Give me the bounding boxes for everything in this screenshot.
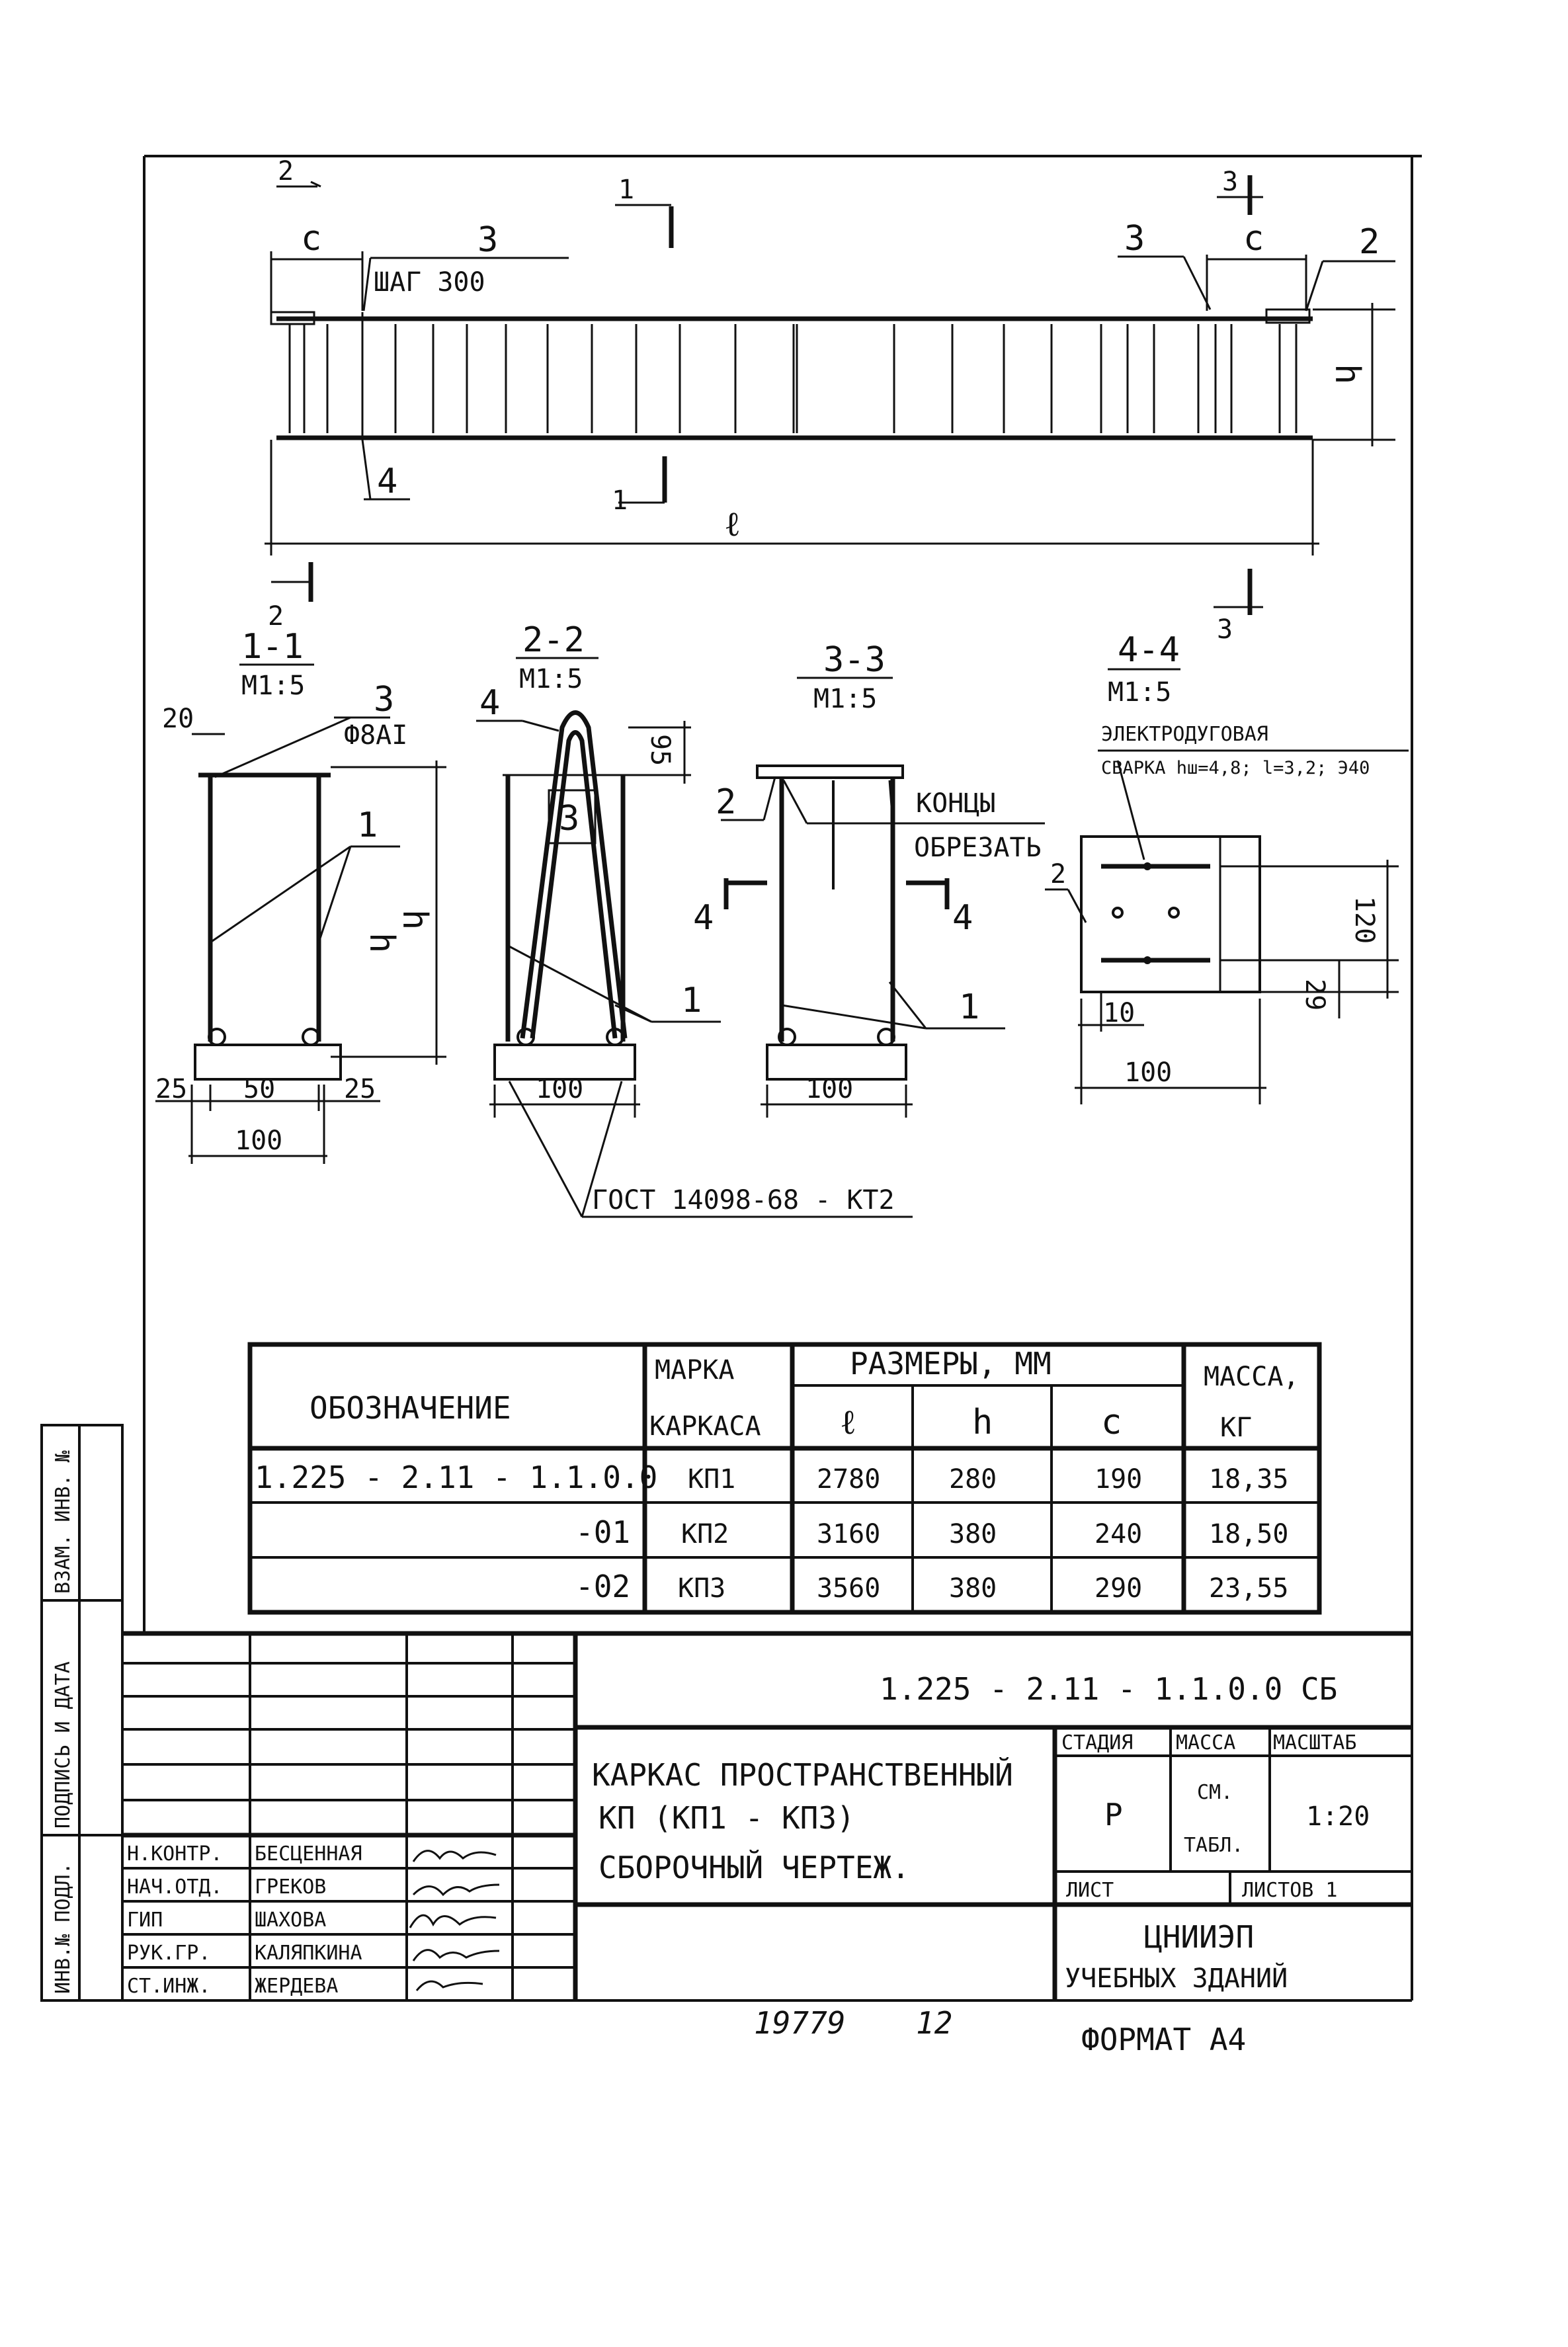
section-4-4-d120: 120 — [1349, 896, 1380, 944]
stamp-h-mass: МАССА — [1176, 1731, 1236, 1754]
stamp-scale: 1:20 — [1306, 1801, 1370, 1832]
spec-cell-designation: 1.225 - 2.11 - 1.1.0.0 — [255, 1460, 658, 1495]
margin-strip — [42, 1425, 122, 2000]
section-3-3-note2: ОБРЕЗАТЬ — [914, 833, 1042, 863]
stamp-name: КАЛЯПКИНА — [255, 1942, 362, 1965]
elev-c-left: с — [301, 219, 322, 259]
elev-h: h — [1327, 364, 1367, 385]
elev-pos4: 4 — [377, 462, 398, 501]
section-1-1-d20: 20 — [162, 704, 194, 734]
stamp-role: СТ.ИНЖ. — [127, 1975, 211, 1998]
section-4-4-title: 4-4 — [1118, 630, 1180, 670]
section-1-1-scale: М1:5 — [241, 671, 306, 701]
gost-text: ГОСТ 14098-68 - КТ2 — [592, 1185, 895, 1215]
section-1-1-bar: Ф8АI — [344, 720, 408, 751]
section-2-2-pos4: 4 — [479, 683, 501, 723]
section-1-1-h: h — [395, 909, 434, 930]
spec-h-mass2: КГ — [1220, 1413, 1253, 1443]
stamp-h-scale: МАСШТАБ — [1273, 1731, 1357, 1754]
section-4-4-weld2: СВАРКА hш=4,8; l=3,2; Э40 — [1101, 758, 1370, 778]
elev-pos3-left: 3 — [477, 220, 499, 260]
spec-h-mark1: МАРКА — [655, 1355, 735, 1385]
spec-cell-mass: 23,55 — [1209, 1573, 1289, 1604]
spec-cell-c: 240 — [1094, 1519, 1143, 1549]
section-1-1 — [155, 627, 446, 1164]
section-3-3-cut4b: 4 — [952, 898, 973, 938]
stamp-name: ГРЕКОВ — [255, 1875, 327, 1899]
elev-pos2: 2 — [1359, 222, 1380, 262]
section-4-4-pos2: 2 — [1050, 859, 1067, 889]
cut-3-bottom: 3 — [1217, 614, 1233, 645]
section-1-1-pos3: 3 — [374, 680, 395, 720]
table-row — [255, 1460, 1288, 1495]
stamp-name: ЖЕРДЕВА — [255, 1975, 339, 1998]
spec-table — [250, 1344, 1319, 1612]
spec-cell-designation: -01 — [575, 1514, 631, 1550]
margin-inv-orig: ИНВ.№ ПОДЛ. — [52, 1862, 75, 1994]
stamp-mass2: ТАБЛ. — [1184, 1834, 1244, 1857]
spec-cell-c: 290 — [1094, 1573, 1143, 1604]
stamp-stage: Р — [1104, 1797, 1123, 1832]
spec-cell-l: 2780 — [817, 1464, 881, 1495]
section-2-2-d95: 95 — [645, 734, 675, 766]
section-4-4-weld1: ЭЛЕКТРОДУГОВАЯ — [1101, 723, 1268, 746]
spec-cell-mass: 18,50 — [1209, 1519, 1289, 1549]
section-1-1-d25a: 25 — [155, 1074, 188, 1104]
stamp-h-stage: СТАДИЯ — [1061, 1731, 1134, 1754]
section-4-4-d10: 10 — [1103, 998, 1135, 1028]
spec-cell-l: 3560 — [817, 1573, 881, 1604]
footer — [754, 2005, 1246, 2057]
spec-h-designation: ОБОЗНАЧЕНИЕ — [309, 1390, 511, 1426]
stamp-mass1: СМ. — [1197, 1781, 1233, 1804]
spec-cell-l: 3160 — [817, 1519, 881, 1549]
section-2-2-title: 2-2 — [522, 620, 585, 660]
spec-cell-designation: -02 — [575, 1569, 631, 1604]
section-1-1-d25b: 25 — [344, 1074, 376, 1104]
cut-1-top: 1 — [618, 175, 635, 205]
spec-h-mass1: МАССА, — [1204, 1362, 1300, 1392]
elev-step: ШАГ 300 — [374, 267, 485, 298]
section-1-1-d50: 50 — [243, 1074, 276, 1104]
signatures — [410, 1851, 499, 1991]
spec-cell-h: 280 — [949, 1464, 997, 1495]
stamp-role: Н.КОНТР. — [127, 1842, 223, 1866]
section-3-3-cut4a: 4 — [693, 898, 714, 938]
section-3-3-scale: М1:5 — [813, 684, 878, 714]
spec-cell-h: 380 — [949, 1573, 997, 1604]
spec-h-sizes: РАЗМЕРЫ, ММ — [850, 1346, 1052, 1381]
stamp-title1: КАРКАС ПРОСТРАНСТВЕННЫЙ — [592, 1757, 1013, 1793]
section-1-1-d100: 100 — [235, 1126, 283, 1156]
margin-inv-repl: ВЗАМ. ИНВ. № — [52, 1450, 75, 1594]
stamp-title3: СБОРОЧНЫЙ ЧЕРТЕЖ. — [598, 1850, 910, 1885]
frame-elevation — [265, 156, 1395, 645]
section-2-2-scale: М1:5 — [519, 664, 583, 694]
cut-1-bottom: 1 — [612, 485, 628, 516]
section-2-2-pos3: 3 — [559, 799, 580, 839]
spec-cell-c: 190 — [1094, 1464, 1143, 1495]
spec-cell-mark: КП3 — [678, 1573, 726, 1604]
section-4-4-d29: 29 — [1300, 979, 1330, 1011]
margin-sign-date: ПОДПИСЬ И ДАТА — [52, 1661, 75, 1829]
stamp-name: ШАХОВА — [255, 1909, 327, 1932]
cut-3-top: 3 — [1222, 167, 1239, 197]
section-3-3-note1: КОНЦЫ — [916, 788, 996, 819]
spec-cell-mark: КП1 — [688, 1464, 736, 1495]
elev-c-right: с — [1243, 219, 1264, 259]
stamp-org1: ЦНИИЭП — [1144, 1919, 1255, 1955]
section-1-1-pos1: 1 — [357, 805, 378, 845]
stamp-sheets: ЛИСТОВ 1 — [1242, 1879, 1338, 1902]
spec-cell-mark: КП2 — [681, 1519, 729, 1549]
stamp-role: НАЧ.ОТД. — [127, 1875, 223, 1899]
cut-2-bottom: 2 — [268, 601, 284, 632]
spec-h-c: с — [1101, 1403, 1122, 1442]
cut-2-top: 2 — [278, 156, 294, 186]
stamp-role: РУК.ГР. — [127, 1942, 211, 1965]
stamp-org2: УЧЕБНЫХ ЗДАНИЙ — [1065, 1963, 1288, 1994]
title-block — [122, 1633, 1412, 2000]
footer-num: 19779 — [754, 2005, 846, 2041]
stamp-title2: КП (КП1 - КП3) — [598, 1800, 855, 1836]
stamp-sheet: ЛИСТ — [1066, 1879, 1114, 1902]
section-3-3-pos1: 1 — [959, 987, 980, 1027]
section-1-1-title: 1-1 — [241, 627, 304, 667]
spec-cell-mass: 18,35 — [1209, 1464, 1289, 1495]
stirrups — [290, 312, 1296, 438]
section-3-3-d100: 100 — [805, 1074, 854, 1104]
section-4-4-d100: 100 — [1124, 1057, 1173, 1088]
footer-copy: 12 — [916, 2005, 953, 2041]
section-2-2-h: h — [362, 932, 401, 954]
stamp-name: БЕСЦЕННАЯ — [255, 1842, 362, 1866]
section-2-2-pos1: 1 — [681, 981, 702, 1020]
section-2-2 — [362, 620, 721, 1118]
footer-format: ФОРМАТ А4 — [1081, 2022, 1247, 2057]
section-4-4-scale: М1:5 — [1108, 677, 1172, 708]
stamp-role: ГИП — [127, 1909, 163, 1932]
section-3-3-title: 3-3 — [823, 640, 886, 680]
section-2-2-d100: 100 — [536, 1074, 584, 1104]
section-4-4 — [1045, 630, 1409, 1104]
section-3-3 — [693, 640, 1045, 1118]
spec-h-h: h — [972, 1403, 993, 1442]
section-3-3-pos2: 2 — [716, 782, 737, 822]
elev-pos3-right: 3 — [1124, 219, 1145, 259]
spec-cell-h: 380 — [949, 1519, 997, 1549]
elev-l: ℓ — [724, 505, 741, 544]
spec-h-l: ℓ — [840, 1403, 856, 1442]
stamp-code: 1.225 - 2.11 - 1.1.0.0 СБ — [880, 1671, 1338, 1707]
spec-h-mark2: КАРКАСА — [649, 1411, 761, 1442]
